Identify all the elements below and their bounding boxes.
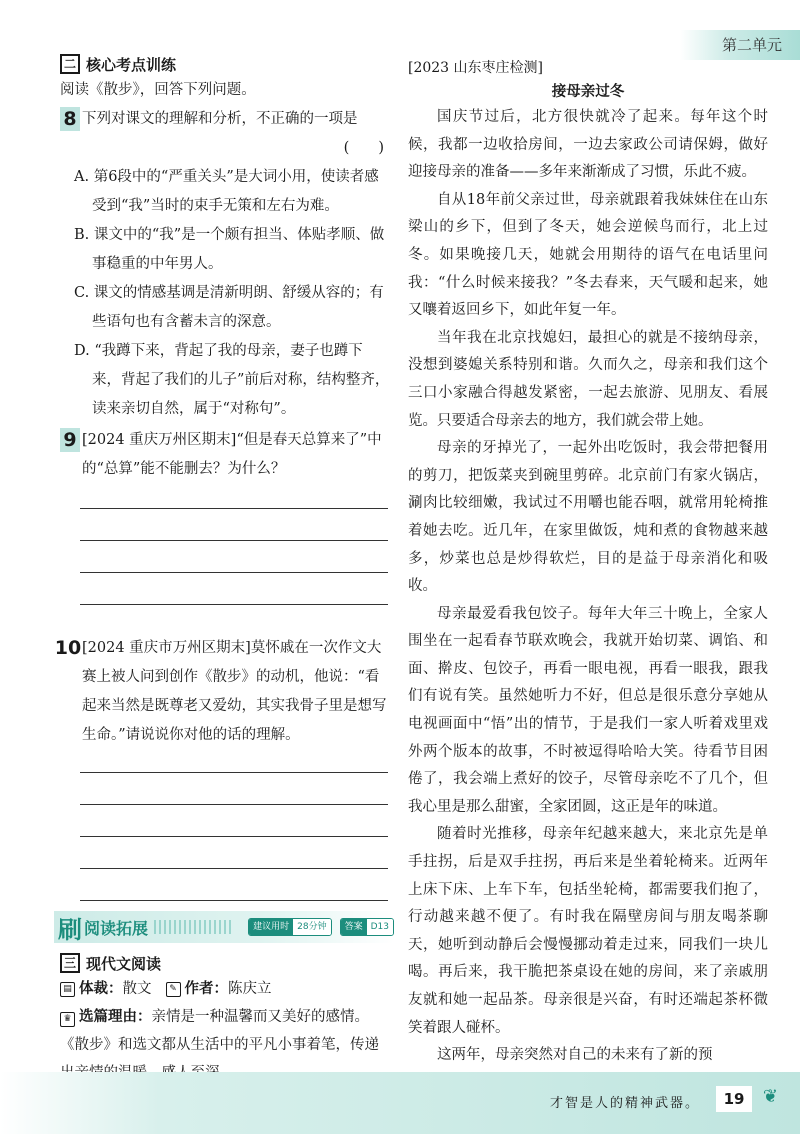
option-a: A. 第6段中的“严重关头”是大词小用，使读者感受到“我”当时的束手无策和左右为难。 bbox=[74, 169, 379, 214]
question-number: 10 bbox=[54, 637, 82, 659]
answer-line[interactable] bbox=[80, 572, 388, 573]
answer-line[interactable] bbox=[80, 836, 388, 837]
right-column bbox=[408, 56, 768, 1070]
article-paragraph: 当年我在北京找媳妇，最担心的就是不接纳母亲，没想到婆媳关系特别和谐。久而久之，母亲和我们这个三口小家融合得越发紧密，一起去旅游、见朋友、看展览。只要适合母亲去的地方，我们就会带上她。 bbox=[408, 329, 768, 429]
option-d: D. “我蹲下来，背起了我的母亲，妻子也蹲下来，背起了我们的儿子”前后对称，结构整齐，读来亲切自然，属于“对称句”。 bbox=[74, 343, 390, 417]
article-paragraph: 国庆节过后，北方很快就冷了起来。每年这个时候，我都一边收拾房间，一边去家政公司请保姆，做好迎接母亲的准备——多年来渐渐成了习惯，乐此不疲。 bbox=[408, 109, 768, 181]
reading-instruction: 阅读《散步》，回答下列问题。 bbox=[60, 82, 256, 98]
question-number: 9 bbox=[60, 428, 80, 452]
question-number: 8 bbox=[60, 107, 80, 131]
unit-tab: 第二单元 bbox=[680, 30, 800, 60]
author-value: 陈庆立 bbox=[228, 981, 272, 997]
pen-icon: ✎ bbox=[166, 982, 181, 997]
book-icon: ▤ bbox=[60, 982, 75, 997]
answer-bracket: ( ) bbox=[343, 140, 384, 156]
question-8 bbox=[60, 105, 390, 163]
banner-label: 阅读拓展 bbox=[84, 918, 149, 938]
section-heading bbox=[60, 52, 390, 76]
selection-reason: ♛ 选篇理由：亲情是一种温馨而又美好的感情。《散步》和选文都从生活中的平凡小事着笔，传递 bbox=[60, 1009, 379, 1053]
question-9 bbox=[60, 426, 390, 484]
article-paragraph: 这两年，母亲突然对自己的未来有了新的预 bbox=[437, 1047, 713, 1064]
leaf-icon: ❦ bbox=[762, 1086, 778, 1107]
left-column bbox=[54, 52, 390, 1087]
article-paragraph: 母亲最爱看我包饺子。每年大年三十晚上，全家人围坐在一起看春节联欢晚会，我就开始切菜、调馅、和面、擀皮、包饺子，再看一眼电视，再看一眼我，跟我们有说有笑。虽然她听力不好，但总是很乐意分享她从电视画面中“悟”出的情节，于是我们一家人听着戏里戏外两个版本的故事，不时被逗得哈哈大笑。待看节目困倦了，我会端上煮好的饺子，尽管母亲吃不了几个，但我心里是那么甜蜜，全家团圆，这正是年的味道。 bbox=[408, 605, 768, 815]
genre-author-row: ▤ 体裁： 散文 ✎ 作者： 陈庆立 bbox=[60, 975, 390, 1003]
article-paragraph: 随着时光推移，母亲年纪越来越大，来北京先是单手拄拐，后是双手拄拐，再后来是坐着轮椅来。近两年上床下床、上车下车，包括坐轮椅，都需要我们抱了，行动越来越不便了。有时我在隔壁房间与朋友喝茶聊天，她听到动静后会慢慢挪动着走过来，同我们一块儿喝。再后来，我干脆把茶桌设在她的房间，来了亲戚朋友就和她一起品茶。母亲很是兴奋，有时还端起茶杯微笑着跟人碰杯。 bbox=[408, 826, 768, 1036]
footer-motto: 才智是人的精神武器。 bbox=[549, 1096, 700, 1111]
page-number: 19 bbox=[716, 1086, 752, 1112]
time-badge: 建议用时 28分钟 bbox=[248, 918, 331, 936]
reading-extension-banner bbox=[54, 911, 394, 943]
section-heading bbox=[60, 951, 390, 975]
answer-badge: 答案 D13 bbox=[340, 918, 394, 936]
answer-line[interactable] bbox=[80, 772, 388, 773]
section-number: 二 bbox=[60, 54, 80, 74]
section-title: 核心考点训练 bbox=[86, 55, 177, 74]
answer-line[interactable] bbox=[80, 804, 388, 805]
genre-value: 散文 bbox=[122, 981, 152, 997]
answer-line[interactable] bbox=[80, 868, 388, 869]
section-title: 现代文阅读 bbox=[86, 954, 162, 973]
question-stem: [2024 重庆市万州区期末]莫怀戚在一次作文大赛上被人问到创作《散步》的动机，他说：“看起来当然是既尊老又爱幼，其实我骨子里是想写生命。”请说说你对他的话的理解。 bbox=[82, 640, 387, 743]
answer-line[interactable] bbox=[80, 900, 388, 901]
answer-line[interactable] bbox=[80, 508, 388, 509]
crown-icon: ♛ bbox=[60, 1012, 75, 1027]
question-stem: 下列对课文的理解和分析，不正确的一项是 bbox=[82, 111, 358, 127]
question-10 bbox=[54, 634, 390, 750]
source-tag: [2023 山东枣庄检测] bbox=[408, 60, 544, 76]
question-stem: [2024 重庆万州区期末]“但是春天总算来了”中的“总算”能不能删去？为什么？ bbox=[82, 432, 382, 477]
article-title: 接母亲过冬 bbox=[551, 84, 625, 100]
answer-line[interactable] bbox=[80, 540, 388, 541]
brush-logo: 刷 bbox=[58, 915, 82, 944]
option-c: C. 课文的情感基调是清新明朗、舒缓从容的；有些语句也有含蓄未言的深意。 bbox=[74, 285, 384, 330]
option-b: B. 课文中的“我”是一个颇有担当、体贴孝顺、做事稳重的中年男人。 bbox=[74, 227, 385, 272]
section-number: 三 bbox=[60, 953, 80, 973]
article-paragraph: 母亲的牙掉光了，一起外出吃饭时，我会带把餐用的剪刀，把饭菜夹到碗里剪碎。北京前门有家火锅店，涮肉比较细嫩，我试过不用嚼也能吞咽，就常用轮椅推着她去吃。近几年，在家里做饭，炖和煮的食物越来越多，炒菜也总是炒得软烂，目的是益于母亲消化和吸收。 bbox=[408, 440, 768, 595]
decorative-stripes bbox=[154, 920, 234, 934]
article-paragraph: 自从18年前父亲过世，母亲就跟着我妹妹住在山东梁山的乡下，但到了冬天，她会逆候鸟而行，北上过冬。如果晚接几天，她就会用期待的语气在电话里问我：“什么时候来接我？”冬去春来，天气暖和起来，她又嚷着返回乡下，如此年复一年。 bbox=[408, 191, 768, 319]
answer-line[interactable] bbox=[80, 604, 388, 605]
page-footer bbox=[0, 1072, 800, 1134]
